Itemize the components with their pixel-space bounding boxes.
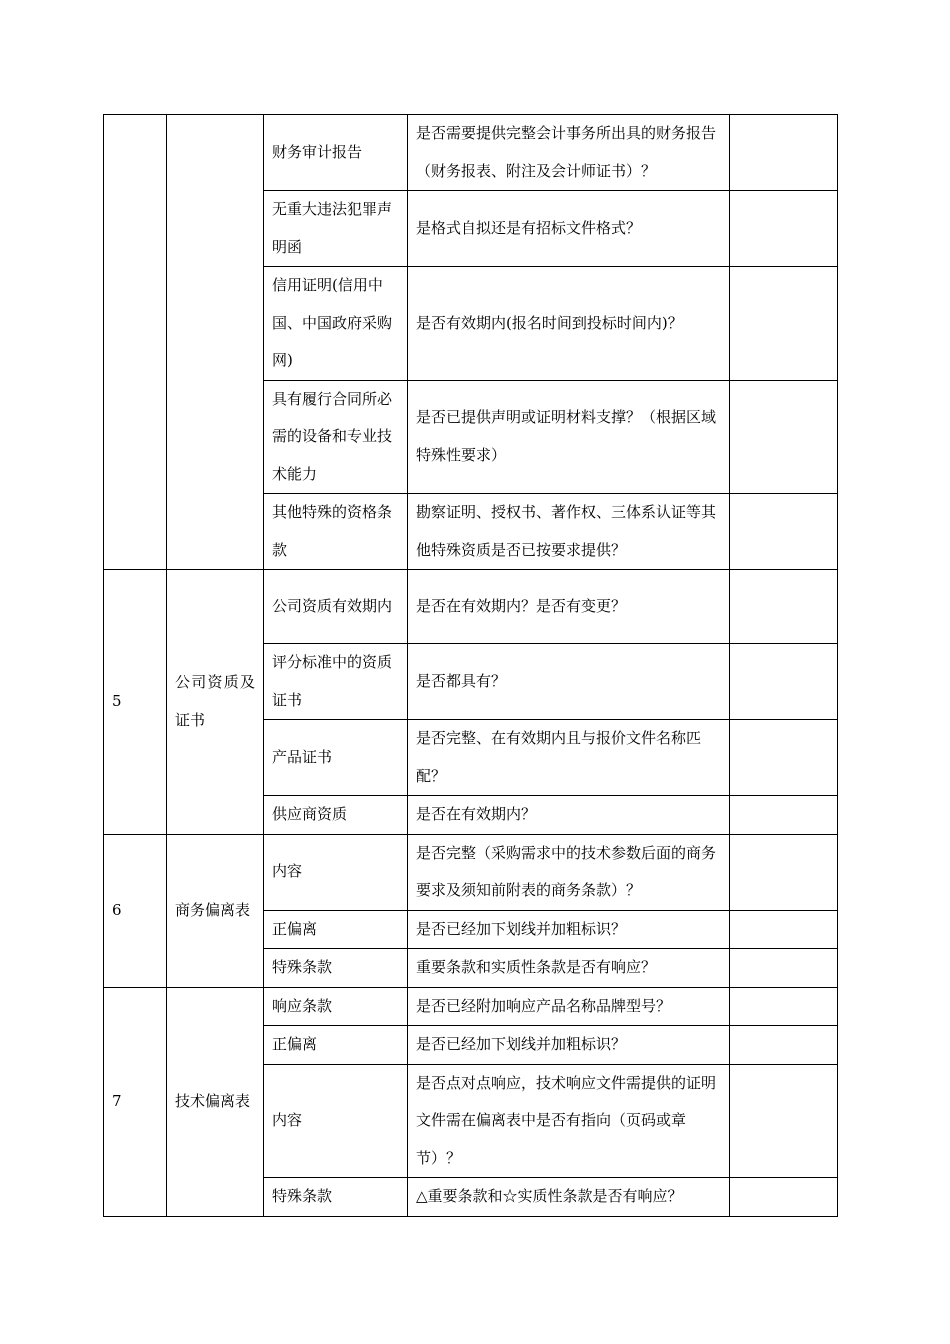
question-cell: 是否完整、在有效期内且与报价文件名称匹配？ <box>408 720 730 796</box>
note-cell <box>730 949 838 988</box>
item-cell: 特殊条款 <box>264 949 408 988</box>
bid-checklist-table <box>103 114 838 1217</box>
item-cell: 具有履行合同所必需的设备和专业技术能力 <box>264 380 408 494</box>
question-cell: 重要条款和实质性条款是否有响应？ <box>408 949 730 988</box>
note-cell <box>730 834 838 910</box>
note-cell <box>730 494 838 570</box>
category-cell: 技术偏离表 <box>167 987 264 1216</box>
question-cell: 是否已经加下划线并加粗标识？ <box>408 1026 730 1065</box>
question-cell: 是否点对点响应，技术响应文件需提供的证明文件需在偏离表中是否有指向（页码或章节）？ <box>408 1064 730 1178</box>
note-cell <box>730 570 838 644</box>
category-cell: 公司资质及证书 <box>167 570 264 835</box>
category-cell: 商务偏离表 <box>167 834 264 987</box>
note-cell <box>730 910 838 949</box>
question-cell: 是否在有效期内？ <box>408 796 730 835</box>
item-cell: 供应商资质 <box>264 796 408 835</box>
note-cell <box>730 267 838 381</box>
note-cell <box>730 191 838 267</box>
item-cell: 无重大违法犯罪声明函 <box>264 191 408 267</box>
table-row <box>104 115 838 191</box>
question-cell: 是否完整（采购需求中的技术参数后面的商务要求及须知前附表的商务条款）？ <box>408 834 730 910</box>
note-cell <box>730 720 838 796</box>
note-cell <box>730 987 838 1026</box>
question-cell: 是否有效期内(报名时间到投标时间内)？ <box>408 267 730 381</box>
row-number-cell: 7 <box>104 987 167 1216</box>
question-cell: 是否在有效期内？是否有变更？ <box>408 570 730 644</box>
row-number-cell <box>104 115 167 570</box>
note-cell <box>730 796 838 835</box>
question-cell: 是否都具有？ <box>408 644 730 720</box>
question-cell: 是否已经附加响应产品名称品牌型号？ <box>408 987 730 1026</box>
question-cell: △重要条款和☆实质性条款是否有响应？ <box>408 1178 730 1217</box>
item-cell: 其他特殊的资格条款 <box>264 494 408 570</box>
table-row <box>104 834 838 910</box>
question-cell: 是否已提供声明或证明材料支撑？（根据区域特殊性要求） <box>408 380 730 494</box>
item-cell: 特殊条款 <box>264 1178 408 1217</box>
note-cell <box>730 1026 838 1065</box>
question-cell: 是否需要提供完整会计事务所出具的财务报告（财务报表、附注及会计师证书）？ <box>408 115 730 191</box>
note-cell <box>730 1178 838 1217</box>
note-cell <box>730 644 838 720</box>
note-cell <box>730 115 838 191</box>
item-cell: 信用证明(信用中国、中国政府采购网) <box>264 267 408 381</box>
question-cell: 是否已经加下划线并加粗标识？ <box>408 910 730 949</box>
question-cell: 勘察证明、授权书、著作权、三体系认证等其他特殊资质是否已按要求提供？ <box>408 494 730 570</box>
item-cell: 产品证书 <box>264 720 408 796</box>
item-cell: 正偏离 <box>264 1026 408 1065</box>
item-cell: 正偏离 <box>264 910 408 949</box>
item-cell: 评分标准中的资质证书 <box>264 644 408 720</box>
category-cell <box>167 115 264 570</box>
table-row <box>104 570 838 644</box>
question-cell: 是格式自拟还是有招标文件格式？ <box>408 191 730 267</box>
row-number-cell: 5 <box>104 570 167 835</box>
note-cell <box>730 380 838 494</box>
item-cell: 内容 <box>264 834 408 910</box>
item-cell: 公司资质有效期内 <box>264 570 408 644</box>
table-row <box>104 987 838 1026</box>
note-cell <box>730 1064 838 1178</box>
row-number-cell: 6 <box>104 834 167 987</box>
item-cell: 内容 <box>264 1064 408 1178</box>
item-cell: 响应条款 <box>264 987 408 1026</box>
item-cell: 财务审计报告 <box>264 115 408 191</box>
